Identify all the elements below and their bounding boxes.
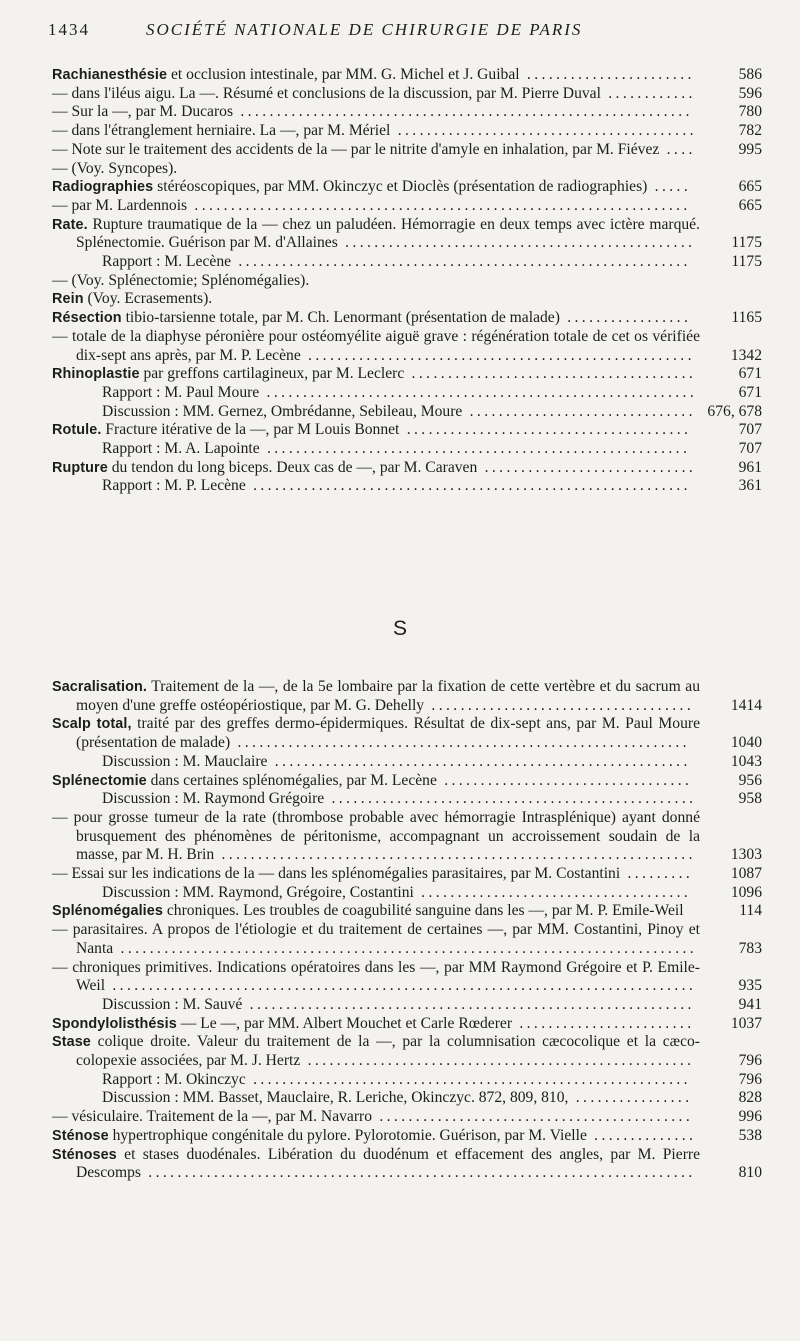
dot-leader: ........................................................... [259,383,698,401]
index-entry [52,216,762,253]
dot-leader: ..................................................... [300,1052,695,1070]
dot-leader: ......................................... [390,122,697,140]
dot-leader: ................................................................. [214,846,696,864]
entry-text: traité par des greffes dermo-épidermiques. Résultat de dix-sept ans, par M. Paul Moure (présentation de malade) [76,715,700,752]
entry-heading: Rupture [52,459,108,476]
entry-page-number: 596 [738,84,762,102]
index-entry [52,921,762,958]
entry-page-number: 995 [738,140,762,158]
entry-heading: Rotule. [52,422,102,439]
entry-page-number: 671 [738,365,762,383]
entry-page-number: 961 [738,458,762,476]
dot-leader: ............................................................ [245,1070,691,1088]
entry-text: (Voy. Ecrasements). [83,290,213,308]
entry-page-number: 671 [738,383,762,401]
index-entry [52,365,762,384]
entry-page-number: 828 [738,1089,762,1107]
index-entry [52,253,762,272]
entry-heading: Sténoses [52,1146,117,1163]
entry-page-number: 586 [738,66,762,83]
index-entry [52,440,762,459]
index-entry [52,197,762,216]
entry-text: Discussion : M. Mauclaire [102,752,268,770]
running-title: SOCIÉTÉ NATIONALE DE CHIRURGIE DE PARIS [146,20,583,39]
index-entry [52,1033,762,1070]
entry-heading: Splénectomie [52,772,147,789]
entry-text: Traitement de la —, de la 5e lombaire par la fixation de cette vertèbre et du sacrum au moyen d'une greffe ostéopériostique, par M. G. Dehelly [76,678,700,714]
entry-page-number: 665 [738,178,762,196]
entry-page-number: 1096 [730,883,762,901]
index-entry [52,1015,762,1034]
entry-text: Discussion : MM. Raymond, Grégoire, Costantini [102,883,414,901]
entry-heading: Rhinoplastie [52,366,140,383]
entry-text: Discussion : MM. Gernez, Ombrédanne, Sebileau, Moure [102,402,463,420]
entry-text: et occlusion intestinale, par MM. G. Michel et J. Guibal [167,66,520,83]
index-entry [52,1146,762,1183]
page-number: 1434 [48,20,90,39]
entry-page-number: 361 [738,477,762,495]
entry-page-number: 796 [738,1052,762,1070]
index-entry [52,160,762,179]
entry-text: Rapport : M. Okinczyc [102,1070,246,1088]
index-entry [52,865,762,884]
entry-heading: Rein [52,291,84,308]
entry-page-number: 676, 678 [707,402,762,420]
entry-page-number: 538 [738,1126,762,1144]
entry-text: — Sur la —, par M. Ducaros [52,103,234,121]
index-entry [52,403,762,422]
entry-text: stéréoscopiques, par MM. Okinczyc et Dioclès (présentation de radiographies) [153,178,648,196]
dot-leader: ............................................................................... [113,939,698,957]
index-entry [52,902,762,921]
entry-page-number: 1342 [730,346,762,364]
entry-page-number: 707 [738,421,762,439]
index-entry [52,459,762,478]
dot-leader: ......................................................... [267,752,691,770]
index-entry [52,66,762,85]
entry-page-number: 665 [738,196,762,214]
dot-leader: ........................................... [372,1108,694,1126]
entry-page-number: 810 [738,1164,762,1182]
entry-page-number: 783 [738,939,762,957]
dot-leader: ............................... [462,402,696,420]
entry-page-number: 1175 [731,253,762,271]
dot-leader: ..................................... [413,883,692,901]
dot-leader: ....................................... [404,365,697,383]
dot-leader: ....................... [519,66,695,83]
dot-leader: .............................................................. [233,103,693,121]
section-letter: S [392,617,407,640]
index-entry [52,421,762,440]
entry-text: hypertrophique congénitale du pylore. Pylorotomie. Guérison, par M. Vielle [108,1126,587,1144]
index-entry [52,477,762,496]
entry-page-number: 941 [738,995,762,1013]
dot-leader: ............................................................. [242,995,695,1013]
dot-leader: ............................. [477,458,697,476]
dot-leader: ....................................... [399,421,692,439]
index-entry [52,272,762,291]
entry-text: — (Voy. Splénectomie; Splénomégalies). [52,271,310,289]
entry-text: — Le —, par MM. Albert Mouchet et Carle Rœderer [176,1014,513,1032]
dot-leader: ..... [647,178,692,196]
index-entry [52,884,762,903]
entry-page-number: 780 [738,103,762,121]
dot-leader: ........................................................................... [140,1164,696,1182]
entry-page-number: 1414 [730,696,762,714]
entry-page-number: 114 [739,902,762,920]
entry-text: — dans l'étranglement herniaire. La —, par M. Mériel [52,122,391,140]
index-entry [52,178,762,197]
index-entry [52,1071,762,1090]
entry-page-number: 1303 [730,846,762,864]
index-entry [52,290,762,309]
entry-page-number: 1175 [731,234,762,252]
entry-text: — vésiculaire. Traitement de la —, par M. Navarro [52,1108,373,1126]
index-entry [52,996,762,1015]
entry-text: Discussion : M. Sauvé [102,995,243,1013]
index-entry [52,678,762,715]
dot-leader: .......................................................... [259,440,691,458]
entry-text: — chroniques primitives. Indications opératoires dans les —, par MM Raymond Grégoire et P. Emile-Weil [52,958,700,995]
entry-page-number: 796 [738,1070,762,1088]
entry-text: — totale de la diaphyse péronière pour ostéomyélite aiguë grave : régénération totale de cet os vérifiée dix-sept ans après, par M. P. Lecène [52,327,700,364]
dot-leader: ..................................................... [300,346,695,364]
entry-page-number: 1043 [730,752,762,770]
entry-text: — (Voy. Syncopes). [52,159,178,177]
dot-leader: ............................................................ [245,477,691,495]
dot-leader: ................. [559,309,692,327]
entry-heading: Rate. [52,216,88,233]
index-entry [52,959,762,996]
index-entry [52,384,762,403]
dot-leader: .................................... [424,696,695,714]
index-entry [52,309,762,328]
entry-text: par greffons cartilagineux, par M. Leclerc [139,365,405,383]
entry-page-number: 782 [738,122,762,140]
entry-text: — pour grosse tumeur de la rate (thrombose probable avec hémorragie Intrasplénique) ayant donné brusquement des phénomènes de péritonisme, accompagnant un accroissement soudain de la masse, par M. H. Brin [52,808,700,864]
index-entry [52,753,762,772]
index-entry [52,103,762,122]
index-entry [52,328,762,365]
dot-leader: ................................................ [337,234,696,252]
dot-leader: .............................................................. [231,253,691,271]
index-entry [52,1108,762,1127]
index-entry [52,1127,762,1146]
index-entry [52,122,762,141]
dot-leader: ......... [620,865,694,883]
entry-heading: Résection [52,310,122,327]
entry-text: tibio-tarsienne totale, par M. Ch. Lenormant (présentation de malade) [121,309,560,327]
dot-leader: .............................................................. [230,734,690,752]
dot-leader: ................ [568,1089,693,1107]
entry-page-number: 935 [738,977,762,995]
entry-page-number: 707 [738,440,762,458]
entry-text: du tendon du long biceps. Deux cas de —, par M. Caraven [107,458,478,476]
entry-text: colique droite. Valeur du traitement de la —, par la columnisation cæcocolique et la cæco-colopexie associées, par M. J. Hertz [76,1033,700,1070]
entry-text: Discussion : M. Raymond Grégoire [102,790,325,808]
entry-page-number: 956 [738,771,762,789]
dot-leader: ........................ [512,1014,695,1032]
entry-text: Rapport : M. A. Lapointe [102,440,260,458]
entry-heading: Splénomégalies [52,903,163,920]
entry-text: — Essai sur les indications de la — dans les splénomégalies parasitaires, par M. Costantini [52,865,621,883]
index-entry [52,1089,762,1108]
entry-text: chroniques. Les troubles de coagubilité sanguine dans les —, par M. P. Emile-Weil [162,902,684,920]
entry-text: et stases duodénales. Libération du duodénum et effacement des angles, par M. Pierre Descomps [76,1145,700,1182]
entry-text: Rapport : M. Paul Moure [102,383,260,401]
dot-leader: .................................................................... [187,196,691,214]
entry-text: Rupture traumatique de la — chez un paludéen. Hémorragie en deux temps avec ictère marqué. Splénectomie. Guérison par M. d'Allaines [76,215,700,252]
index-entry [52,809,762,865]
entry-page-number: 1165 [731,309,762,327]
dot-leader: .................................. [436,771,693,789]
index-entry [52,772,762,791]
page-header [48,20,760,44]
entry-text: Rapport : M. Lecène [102,253,232,271]
entry-text: dans certaines splénomégalies, par M. Lecène [146,771,437,789]
dot-leader: ................................................................................ [105,977,697,995]
dot-leader: .... [659,140,696,158]
entry-page-number: 996 [738,1108,762,1126]
entry-text: Discussion : MM. Basset, Mauclaire, R. Leriche, Okinczyc. 872, 809, 810, [102,1089,569,1107]
index-entry [52,715,762,752]
entry-text: Fracture itérative de la —, par M Louis Bonnet [101,421,400,439]
entry-heading: Spondylolisthésis [52,1015,177,1032]
entry-page-number: 1040 [730,734,762,752]
entry-text: — dans l'iléus aigu. La —. Résumé et conclusions de la discussion, par M. Pierre Duval [52,84,601,102]
dot-leader: ............ [600,84,696,102]
entry-page-number: 1087 [730,865,762,883]
index-entry [52,141,762,160]
index-entry [52,85,762,104]
entry-heading: Radiographies [52,179,154,196]
entry-page-number: 958 [738,790,762,808]
entry-text: — par M. Lardennois [52,196,188,214]
index-section-r [52,66,762,496]
index-entry [52,790,762,809]
dot-leader: .............. [586,1126,697,1144]
entry-text: — Note sur le traitement des accidents de la — par le nitrite d'amyle en inhalation, par M. Fiévez [52,140,660,158]
entry-heading: Scalp total, [52,716,132,733]
entry-text: Rapport : M. P. Lecène [102,477,246,495]
entry-heading: Sténose [52,1127,109,1144]
dot-leader: .................................................. [324,790,697,808]
entry-heading: Stase [52,1034,91,1051]
entry-heading: Sacralisation. [52,679,147,695]
entry-page-number: 1037 [730,1014,762,1032]
entry-text: — parasitaires. A propos de l'étiologie et du traitement de certaines —, par MM. Costantini, Pinoy et Nanta [52,921,700,957]
entry-heading: Rachianesthésie [52,67,168,83]
index-section-s [52,678,762,1183]
